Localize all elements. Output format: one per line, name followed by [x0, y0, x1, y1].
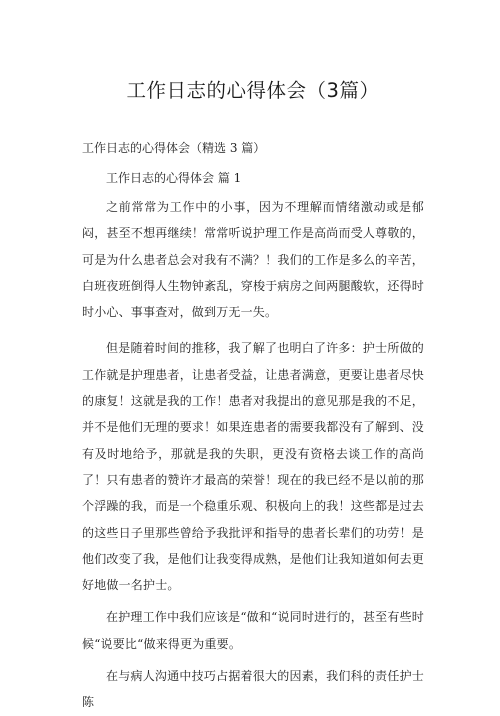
paragraph-1: 之前常常为工作中的小事，因为不理解而情绪激动或是郁闷，甚至不想再继续！常常听说护理工作是高尚而受人尊敬的，可是为什么患者总会对我有不满？！我们的工作是多么的辛苦，白班夜班倒得人生物钟紊乱，穿梭于病房之间两腿酸软，还得时时小心、事事查对，做到万无一失。 — [82, 200, 424, 320]
document-subtitle: 工作日志的心得体会（精选 3 篇） — [82, 141, 266, 155]
section-heading: 工作日志的心得体会 篇 1 — [106, 171, 242, 185]
paragraph-2: 但是随着时间的推移，我了解了也明白了许多：护士所做的工作就是护理患者，让患者受益，让患者满意，更要让患者尽快的康复！这就是我的工作！患者对我提出的意见那是我的不足，并不是他们无理的要求！如果连患者的需要我都没有了解到、没有及时地给予，那就是我的失职，更没有资格去谈工作的高尚了！只有患者的赞许才最高的荣誉！现在的我已经不是以前的那个浮躁的我，而是一个稳重乐观、积极向上的我！这些都是过去的这些日子里那些曾给予我批评和指导的患者长辈们的功劳！是他们改变了我，是他们让我变得成熟，是他们让我知道如何去更好地做一名护士。 — [82, 341, 424, 593]
paragraph-4: 在与病人沟通中技巧占据着很大的因素，我们科的责任护士陈 — [82, 669, 424, 710]
paragraph-3: 在护理工作中我们应该是“做和“说同时进行的，甚至有些时候“说要比“做来得更为重要。 — [82, 610, 424, 651]
document-title: 工作日志的心得体会（3篇） — [126, 79, 380, 102]
